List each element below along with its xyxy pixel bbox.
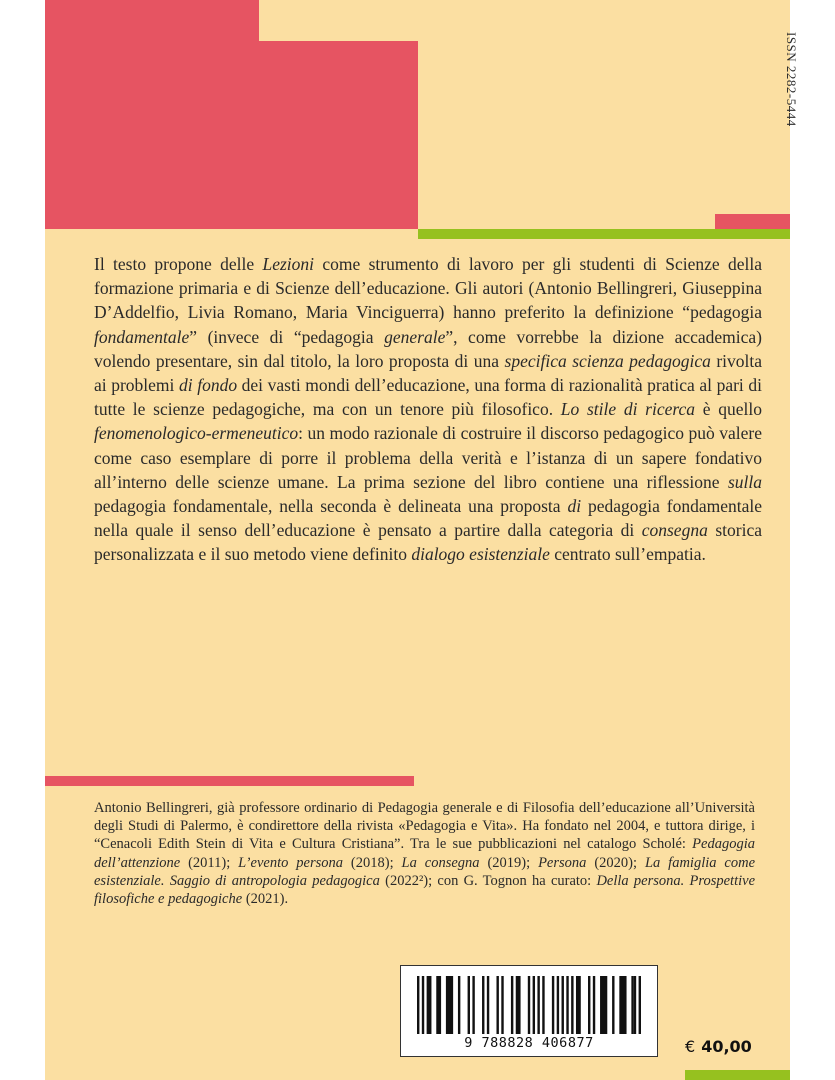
barcode-bar xyxy=(571,976,573,1034)
text-segment: pedagogia fondamentale nella quale il senso dell’educazione è pensato a partire dalla categoria di xyxy=(94,496,762,541)
price-currency: € xyxy=(685,1037,696,1056)
text-segment: ”, come vorrebbe la dizione accademica) volendo presentare, sin dal titolo, la loro proposta di una xyxy=(94,326,762,371)
text-segment: storica personalizzata e il suo metodo viene definito xyxy=(94,520,762,565)
decorative-block-middle xyxy=(45,41,418,94)
text-segment: (2011); xyxy=(180,854,239,871)
text-segment: ” (invece di “pedagogia xyxy=(189,326,385,347)
text-segment: è quello xyxy=(695,399,762,420)
decorative-bar-right-red xyxy=(715,214,790,229)
barcode-bar xyxy=(562,976,564,1034)
book-description xyxy=(94,252,762,567)
barcode-bar xyxy=(436,976,441,1034)
barcode-bar xyxy=(639,976,641,1034)
barcode-bar xyxy=(516,976,521,1034)
barcode-bar xyxy=(533,976,535,1034)
barcode-bar xyxy=(593,976,595,1034)
barcode-number: 9 788828 406877 xyxy=(464,1035,594,1051)
text-segment: pedagogia fondamentale, nella seconda è delineata una proposta xyxy=(94,496,568,517)
italic-text-segment: fenomenologico-ermeneutico xyxy=(94,423,299,444)
barcode-bar xyxy=(631,976,633,1034)
barcode-bar xyxy=(588,976,590,1034)
barcode-bar xyxy=(487,976,489,1034)
text-segment: (2020); xyxy=(586,854,645,871)
author-biography xyxy=(94,799,755,908)
barcode-bar xyxy=(634,976,636,1034)
barcode-bar xyxy=(576,976,581,1034)
italic-text-segment: sulla xyxy=(727,471,762,492)
barcode-bar xyxy=(496,976,498,1034)
italic-text-segment: di xyxy=(567,496,582,517)
text-segment: rivolta ai problemi xyxy=(94,350,763,396)
italic-text-segment: La famiglia come esistenziale. Saggio di antropologia pedagogica xyxy=(94,854,756,889)
italic-text-segment: di fondo xyxy=(179,375,238,396)
decorative-bar-green xyxy=(418,229,790,239)
barcode-bar xyxy=(566,976,568,1034)
barcode-bar xyxy=(537,976,539,1034)
barcode-bar xyxy=(458,976,460,1034)
barcode-bar xyxy=(542,976,544,1034)
italic-text-segment: generale xyxy=(384,326,446,347)
price-amount: 40,00 xyxy=(701,1037,752,1056)
italic-text-segment: Della persona. Prospettive filosofiche e pedagogiche xyxy=(94,872,756,908)
italic-text-segment: Persona xyxy=(538,854,587,871)
text-segment: (2019); xyxy=(479,854,539,871)
barcode-bar xyxy=(557,976,559,1034)
barcode-bar xyxy=(446,976,453,1034)
book-back-cover xyxy=(45,0,799,1080)
italic-text-segment: consegna xyxy=(641,520,708,541)
text-segment: (2018); xyxy=(343,854,402,871)
barcode-bar xyxy=(619,976,626,1034)
barcode-bar xyxy=(552,976,554,1034)
italic-text-segment: Pedagogia dell’attenzione xyxy=(94,836,755,871)
bottom-bar-green xyxy=(685,1070,790,1080)
issn-label: ISSN 2282-5444 xyxy=(784,32,799,127)
text-segment: dei vasti mondi dell’educazione, una forma di razionalità pratica al pari di tutte le scienze pedagogiche, ma con un tenore più filosofico. xyxy=(94,375,763,420)
price xyxy=(685,1037,752,1056)
italic-text-segment: Lo stile di ricerca xyxy=(560,399,696,420)
italic-text-segment: specifica scienza pedagogica xyxy=(504,350,711,371)
barcode-bars xyxy=(417,976,641,1034)
barcode-bar xyxy=(468,976,470,1034)
decorative-block-large xyxy=(45,94,418,229)
barcode-bar xyxy=(427,976,432,1034)
italic-text-segment: Lezioni xyxy=(262,254,315,274)
separator-bar-red xyxy=(45,776,414,786)
text-segment: centrato sull’empatia. xyxy=(549,544,706,565)
text-segment: Il testo propone delle xyxy=(94,254,263,274)
barcode-bar xyxy=(482,976,484,1034)
italic-text-segment: La consegna xyxy=(401,854,480,871)
barcode-bar xyxy=(417,976,419,1034)
text-segment: : un modo razionale di costruire il discorso pedagogico può valere come caso esemplare di porre il problema della verità e l’istanza di un sapere fondativo all’interno delle scienze umane. La prima sezione del libro contiene una riflessione xyxy=(94,423,762,492)
text-segment: (2021). xyxy=(242,891,289,908)
barcode-bar xyxy=(501,976,503,1034)
barcode-bar xyxy=(511,976,513,1034)
barcode-bar xyxy=(528,976,530,1034)
barcode xyxy=(400,965,658,1057)
barcode-bar xyxy=(422,976,424,1034)
decorative-block-top xyxy=(45,0,259,41)
text-segment: Antonio Bellingreri, già professore ordinario di Pedagogia generale e di Filosofia dell’educazione all’Università degli Studi di Palermo, è condirettore della rivista «Pedagogia e Vita». Ha fondato nel 2004, e tuttora dirige, i “Cenacoli Edith Stein di Vita e Cultura Cristiana”. Tra le sue pubblicazioni nel catalogo Scholé: xyxy=(94,800,755,853)
italic-text-segment: fondamentale xyxy=(94,326,190,347)
italic-text-segment: dialogo esistenziale xyxy=(411,544,550,565)
text-segment: come strumento di lavoro per gli studenti di Scienze della formazione primaria e di Scienze dell’educazione. Gli autori (Antonio Bellingreri, Giuseppina D’Addelfio, Livia Romano, Maria Vinciguerra) hanno preferito la definizione “pedagogia xyxy=(94,254,762,323)
italic-text-segment: L’evento persona xyxy=(238,854,343,871)
text-segment: (2022²); con G. Tognon ha curato: xyxy=(379,872,597,889)
barcode-bar xyxy=(612,976,614,1034)
barcode-bar xyxy=(600,976,607,1034)
barcode-bar xyxy=(472,976,474,1034)
